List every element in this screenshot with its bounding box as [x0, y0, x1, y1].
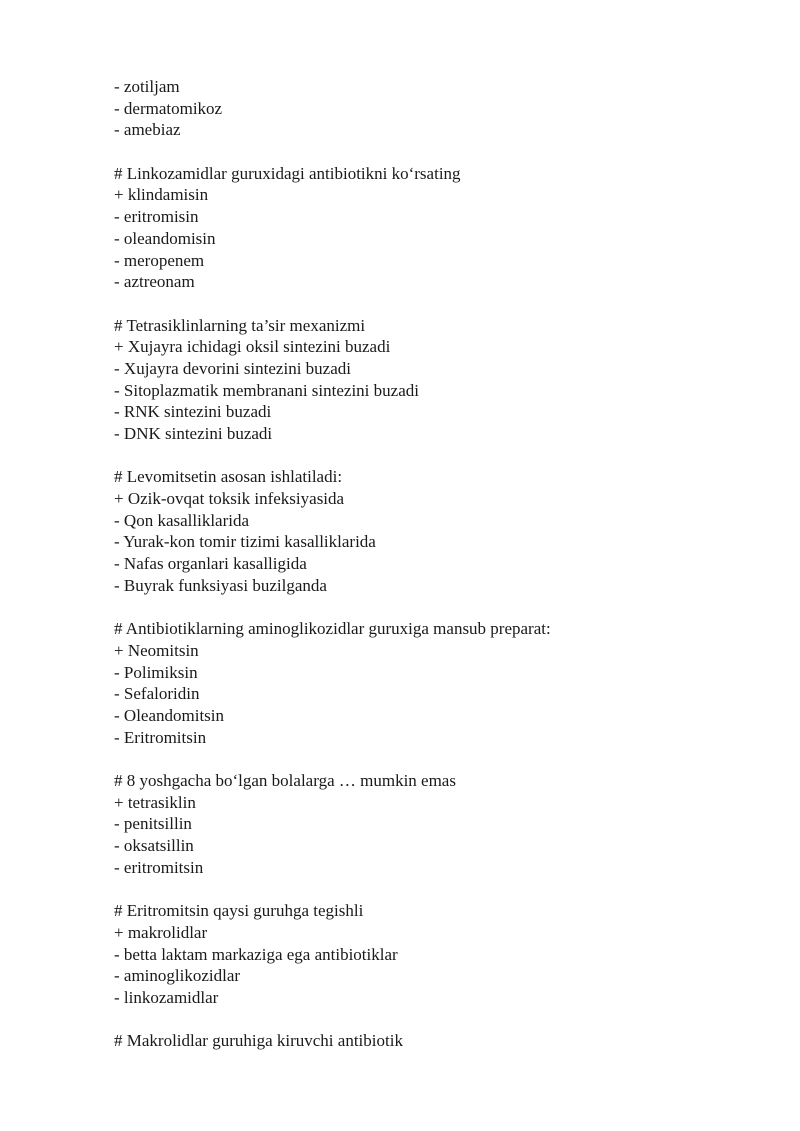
answer-option: - penitsillin	[114, 814, 192, 834]
answer-option: + Neomitsin	[114, 640, 199, 660]
answer-option: - linkozamidlar	[114, 987, 219, 1007]
spacer	[114, 293, 754, 315]
answer-option: - aminoglikozidlar	[114, 966, 241, 986]
spacer	[114, 878, 754, 900]
answer-option: - Yurak-kon tomir tizimi kasalliklarida	[114, 532, 376, 552]
answer-option: - aztreonam	[114, 272, 195, 292]
answer-option: - betta laktam markaziga ega antibiotiklar	[114, 944, 398, 964]
answer-option: - amebiaz	[114, 120, 181, 140]
answer-option: + klindamisin	[114, 185, 209, 205]
answer-option: - Buyrak funksiyasi buzilganda	[114, 575, 327, 595]
question-text: # Eritromitsin qaysi guruhga tegishli	[114, 901, 364, 921]
answer-option: - Polimiksin	[114, 662, 198, 682]
answer-option: - Oleandomitsin	[114, 705, 225, 725]
question-text: # Antibiotiklarning aminoglikozidlar guruxiga mansub preparat:	[114, 619, 551, 639]
spacer	[114, 1009, 754, 1031]
spacer	[114, 597, 754, 619]
answer-option: - RNK sintezini buzadi	[114, 402, 272, 422]
answer-option: - Eritromitsin	[114, 727, 207, 747]
answer-option: + makrolidlar	[114, 922, 208, 942]
spacer	[114, 141, 754, 163]
answer-option: - oksatsillin	[114, 836, 194, 856]
question-text: # Linkozamidlar guruxidagi antibiotikni ko‘rsating	[114, 163, 461, 183]
question-text: # Tetrasiklinlarning ta’sir mexanizmi	[114, 315, 366, 335]
spacer	[114, 748, 754, 770]
document-page	[114, 76, 754, 1052]
answer-option: + tetrasiklin	[114, 792, 196, 812]
answer-option: - dermatomikoz	[114, 98, 223, 118]
question-text: # Makrolidlar guruhiga kiruvchi antibiotik	[114, 1031, 403, 1051]
question-text: # 8 yoshgacha bo‘lgan bolalarga … mumkin emas	[114, 771, 456, 790]
answer-option: - Sefaloridin	[114, 684, 200, 704]
spacer	[114, 445, 754, 467]
question-text: # Levomitsetin asosan ishlatiladi:	[114, 467, 343, 487]
answer-option: - eritromitsin	[114, 857, 204, 877]
answer-option: - oleandomisin	[114, 228, 216, 248]
answer-option: - Xujayra devorini sintezini buzadi	[114, 358, 351, 378]
answer-option: - zotiljam	[114, 77, 180, 96]
answer-option: - Qon kasalliklarida	[114, 510, 250, 530]
answer-option: + Ozik-ovqat toksik infeksiyasida	[114, 489, 345, 509]
answer-option: - meropenem	[114, 250, 205, 270]
answer-option: - Sitoplazmatik membranani sintezini buzadi	[114, 380, 419, 400]
answer-option: + Xujayra ichidagi oksil sintezini buzadi	[114, 337, 391, 357]
answer-option: - Nafas organlari kasalligida	[114, 554, 307, 574]
answer-option: - DNK sintezini buzadi	[114, 424, 273, 443]
answer-option: - eritromisin	[114, 207, 199, 227]
